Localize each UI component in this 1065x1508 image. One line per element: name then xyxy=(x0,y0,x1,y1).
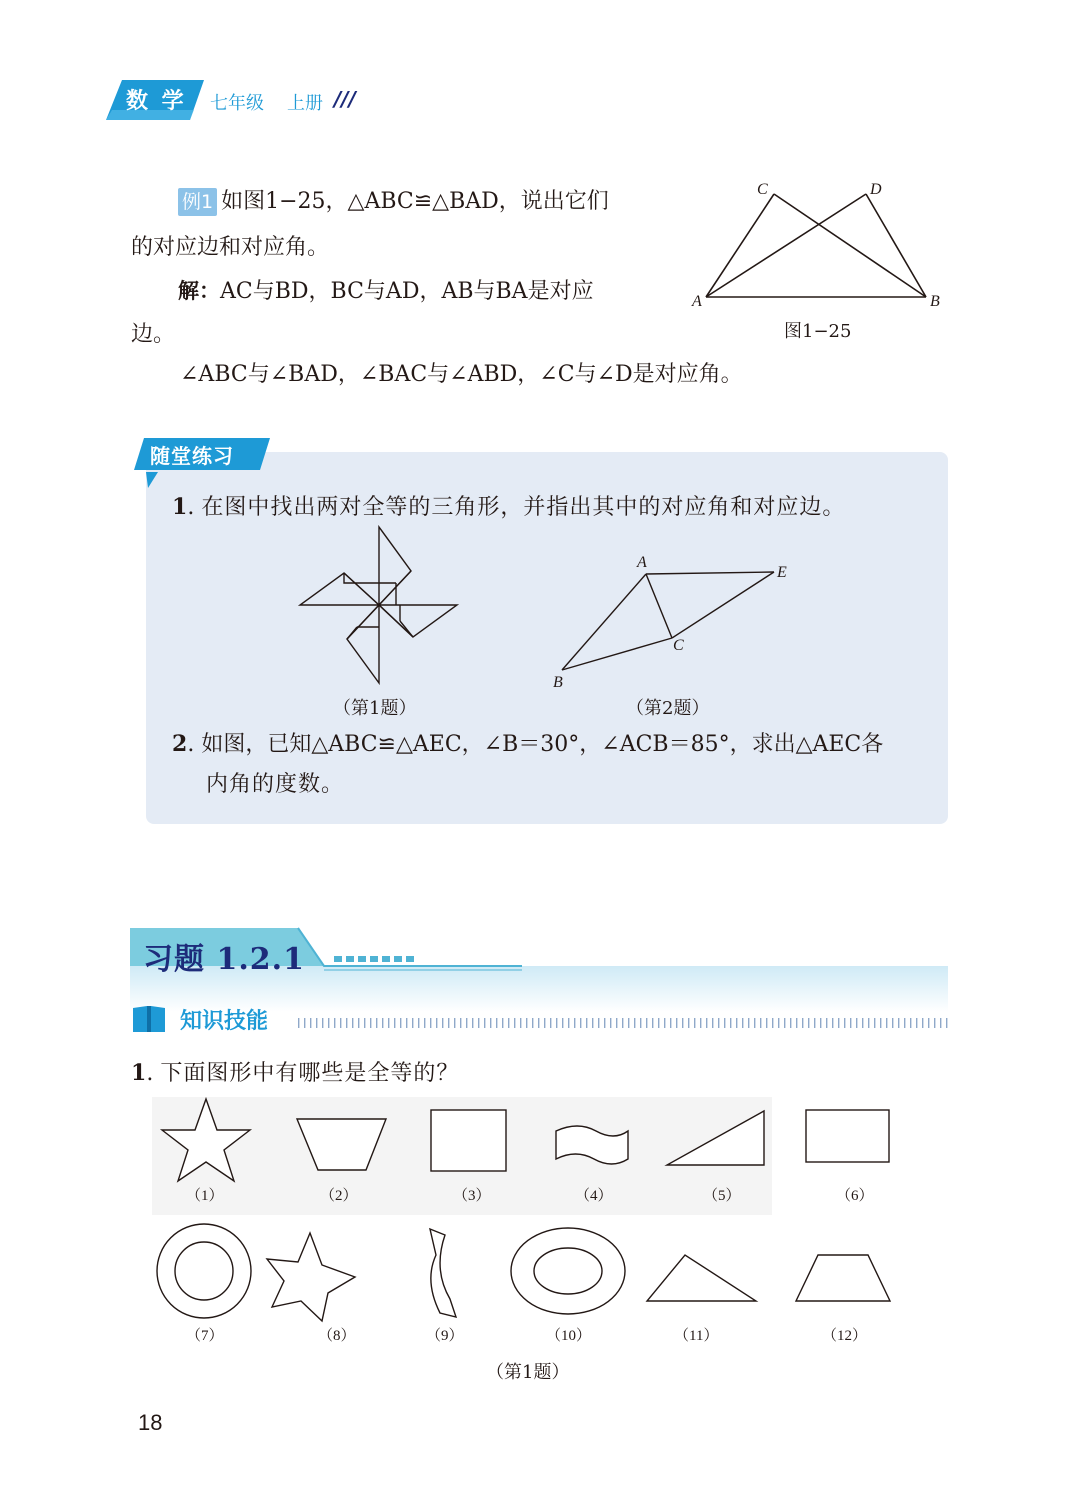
example-line-1 xyxy=(178,187,609,217)
rotated-star-shape xyxy=(267,1233,355,1321)
pinwheel-figure xyxy=(296,523,461,686)
practice-fig2-caption: （第2题） xyxy=(626,698,710,719)
solution-text-1: AC与BD，BC与AD，AB与BA是对应 xyxy=(220,279,594,304)
shape-label-12: （12） xyxy=(822,1328,868,1344)
trapezoid-shape-2 xyxy=(796,1255,890,1301)
right-triangle-shape xyxy=(667,1111,764,1165)
shape-label-9: （9） xyxy=(426,1328,464,1344)
practice-tab-label: 随堂练习 xyxy=(150,444,234,468)
practice-q2-line2: 内角的度数。 xyxy=(206,772,345,797)
exercise-figure-caption: （第1题） xyxy=(486,1362,570,1383)
example-question-1: 如图1−25，△ABC≌△BAD，说出它们 xyxy=(221,189,609,214)
shape-label-3: （3） xyxy=(453,1188,491,1204)
header-slash-mark: /// xyxy=(334,87,356,111)
solution-line-3: ∠ABC与∠BAD，∠BAC与∠ABD，∠C与∠D是对应角。 xyxy=(180,362,743,387)
ring-inner-shape xyxy=(175,1242,233,1300)
header-volume: 上册 xyxy=(287,93,323,114)
shape-label-5: （5） xyxy=(703,1188,741,1204)
square-shape xyxy=(431,1110,506,1171)
example-line-2: 的对应边和对应角。 xyxy=(131,235,330,260)
fig125-label-d: D xyxy=(870,181,882,198)
curved-strip-shape xyxy=(430,1229,456,1317)
exercise-q1-text: 下面图形中有哪些是全等的？ xyxy=(160,1061,460,1086)
star-shape xyxy=(162,1099,250,1181)
shape-label-7: （7） xyxy=(186,1328,224,1344)
fig2-label-a: A xyxy=(637,554,647,571)
shape-label-8: （8） xyxy=(318,1328,356,1344)
wave-shape xyxy=(556,1126,628,1164)
practice-fig2 xyxy=(550,560,790,680)
exercise-q1-num: 1 xyxy=(131,1060,147,1086)
fig2-label-c: C xyxy=(673,637,684,654)
ellipse-ring-inner xyxy=(534,1248,602,1294)
trapezoid-shape xyxy=(297,1119,386,1170)
practice-q2-line1: 2. 如图，已知△ABC≌△AEC，∠B＝30°，∠ACB＝85°，求出△AEC各 xyxy=(172,731,884,757)
shapes-row-1 xyxy=(150,1095,910,1187)
fig125-label-a: A xyxy=(692,293,702,310)
shape-label-11: （11） xyxy=(674,1328,719,1344)
exercise-q1: 1. 下面图形中有哪些是全等的？ xyxy=(131,1060,460,1086)
figure-1-25 xyxy=(690,178,950,308)
rectangle-shape xyxy=(806,1110,889,1162)
shape-label-2: （2） xyxy=(320,1188,358,1204)
fig125-label-b: B xyxy=(930,293,940,310)
header-subject: 数 学 xyxy=(126,89,187,114)
header-grade: 七年级 xyxy=(210,93,264,114)
exercise-title: 习题 1.2.1 xyxy=(143,942,305,977)
shape-label-1: （1） xyxy=(186,1188,224,1204)
practice-q2-text: 如图，已知△ABC≌△AEC，∠B＝30°，∠ACB＝85°，求出△AEC各 xyxy=(201,732,884,757)
practice-q1: 1. 在图中找出两对全等的三角形，并指出其中的对应角和对应边。 xyxy=(172,494,846,520)
fig2-label-e: E xyxy=(777,564,787,581)
solution-line-2: 边。 xyxy=(131,322,176,347)
example-tag: 例1 xyxy=(178,188,217,216)
solution-line-1 xyxy=(178,276,594,307)
skills-rule xyxy=(298,1016,948,1030)
fig2-label-b: B xyxy=(553,674,563,691)
figure-1-25-caption: 图1−25 xyxy=(784,321,852,342)
shapes-row-2 xyxy=(150,1215,910,1323)
skills-label: 知识技能 xyxy=(180,1009,269,1034)
solution-label: 解： xyxy=(178,279,220,303)
shape-label-4: （4） xyxy=(575,1188,613,1204)
practice-q1-text: 在图中找出两对全等的三角形，并指出其中的对应角和对应边。 xyxy=(201,495,846,520)
book-icon xyxy=(131,1004,167,1034)
practice-fig1-caption: （第1题） xyxy=(333,698,417,719)
shape-label-10: （10） xyxy=(546,1328,592,1344)
shape-label-6: （6） xyxy=(836,1188,874,1204)
practice-q1-num: 1 xyxy=(172,494,188,520)
triangle-shape xyxy=(647,1255,756,1301)
fig125-label-c: C xyxy=(757,181,768,198)
practice-q2-num: 2 xyxy=(172,731,188,757)
page-number: 18 xyxy=(138,1410,163,1435)
